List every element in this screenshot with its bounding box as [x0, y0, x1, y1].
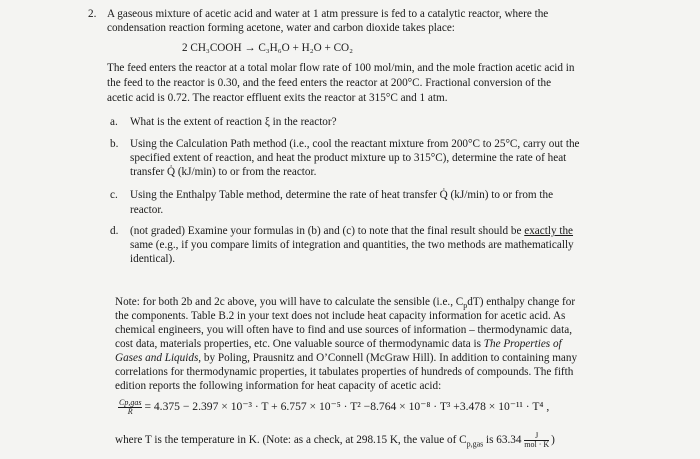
note-line-1: Note: for both 2b and 2c above, you will have to calculate the sensible (i.e., $C_pdT$) enthalpy change for — [115, 296, 576, 311]
part-c-label: c. — [110, 189, 118, 201]
footer-check-line — [115, 432, 555, 450]
footer-value: is 63.34 — [483, 434, 525, 447]
footer-text: where T is the temperature in K. (Note: as a check, at 298.15 K, the value of C — [115, 434, 467, 447]
book-title-part-1: The Properties of — [483, 338, 562, 350]
part-b-line-2: specified extent of reaction, and heat the product mixture up to 315°C), determine the rate of heat — [130, 152, 567, 164]
note-line-4 — [115, 338, 562, 351]
part-a-label: a. — [110, 116, 118, 128]
note-line-4-text: cost data, materials properties, etc. One valuable source of thermodynamic data is — [115, 338, 484, 350]
note-line-2: the components. Table B.2 in your text does not include heat capacity information for acetic acid. As — [115, 310, 566, 322]
description-line-2: the feed to the reactor is 0.30, and the feed enters the reactor at 200°C. Fractional conversion of the — [107, 77, 552, 89]
footer-subscript: p,gas — [466, 439, 484, 449]
heat-capacity-equation — [118, 399, 549, 416]
part-d-line-2: same (e.g., if you compare limits of integration and quantities, the two methods are mathematically — [130, 239, 574, 251]
note-line-5-text: , by Poling, Prausnitz and O’Connell (McGraw Hill). In addition to containing many — [198, 352, 578, 364]
problem-number: 2. — [88, 8, 97, 20]
footer-close: ) — [551, 434, 555, 447]
description-line-3: acetic acid is 0.72. The reactor effluent exits the reactor at 315°C and 1 atm. — [107, 92, 448, 104]
note-line-6: correlations for thermodynamic properties, it tabulates properties of hundreds of compounds. The fifth — [115, 366, 574, 378]
unit-bottom: mol · K — [524, 440, 550, 449]
part-d-line-3: identical). — [130, 253, 176, 265]
note-line-5 — [115, 352, 577, 365]
intro-line-2: condensation reaction forming acetone, water and carbon dioxide takes place: — [107, 22, 455, 34]
cp-fraction-top: Cp,gas — [119, 398, 142, 407]
part-a-text: What is the extent of reaction ξ in the reactor? — [130, 116, 337, 128]
note-line-3: chemical engineers, you will often have to find and use sources of information – thermodynamic data, — [115, 324, 572, 336]
unit-fraction — [524, 432, 549, 449]
description-line-1: The feed enters the reactor at a total molar flow rate of 100 mol/min, and the mole fraction acetic acid in — [107, 62, 575, 74]
note-line-1-tail: dT) enthalpy change for — [467, 296, 576, 308]
cp-fraction-bottom: R — [127, 407, 133, 416]
part-d-label: d. — [110, 225, 119, 237]
part-c-line-2: reactor. — [130, 204, 164, 216]
part-b-line-1: Using the Calculation Path method (i.e., cool the reactant mixture from 200°C to 25°C, carry out the — [130, 138, 580, 150]
part-b-line-3: transfer Q̇ (kJ/min) to or from the reactor. — [130, 166, 317, 178]
intro-line-1: A gaseous mixture of acetic acid and water at 1 atm pressure is fed to a catalytic reactor, where the — [107, 8, 549, 20]
part-d-emphasis: exactly the — [524, 225, 574, 237]
part-d-line-1-text: (not graded) Examine your formulas in (b) and (c) to note that the final result should be — [130, 225, 525, 237]
note-line-1-text: Note: for both 2b and 2c above, you will have to calculate the sensible (i.e., C — [115, 296, 464, 308]
cp-fraction — [118, 399, 142, 416]
unit-top: J — [524, 432, 549, 441]
part-d-line-1 — [130, 225, 573, 238]
cp-polynomial: = 4.375 − 2.397 × 10⁻³ · T + 6.757 × 10⁻⁵ · T² −8.764 × 10⁻⁸ · T³ +3.478 × 10⁻¹¹ · T⁴ , — [144, 400, 550, 414]
part-c-line-1: Using the Enthalpy Table method, determine the rate of heat transfer Q̇ (kJ/min) to or from the — [130, 189, 554, 201]
reaction-equation: 2 CH₃COOH → C₃H₆O + H₂O + CO₂ — [182, 42, 354, 54]
book-title-part-2: Gases and Liquids — [115, 352, 199, 364]
note-line-7: edition reports the following information for heat capacity of acetic acid: — [115, 380, 442, 392]
part-b-label: b. — [110, 138, 119, 150]
